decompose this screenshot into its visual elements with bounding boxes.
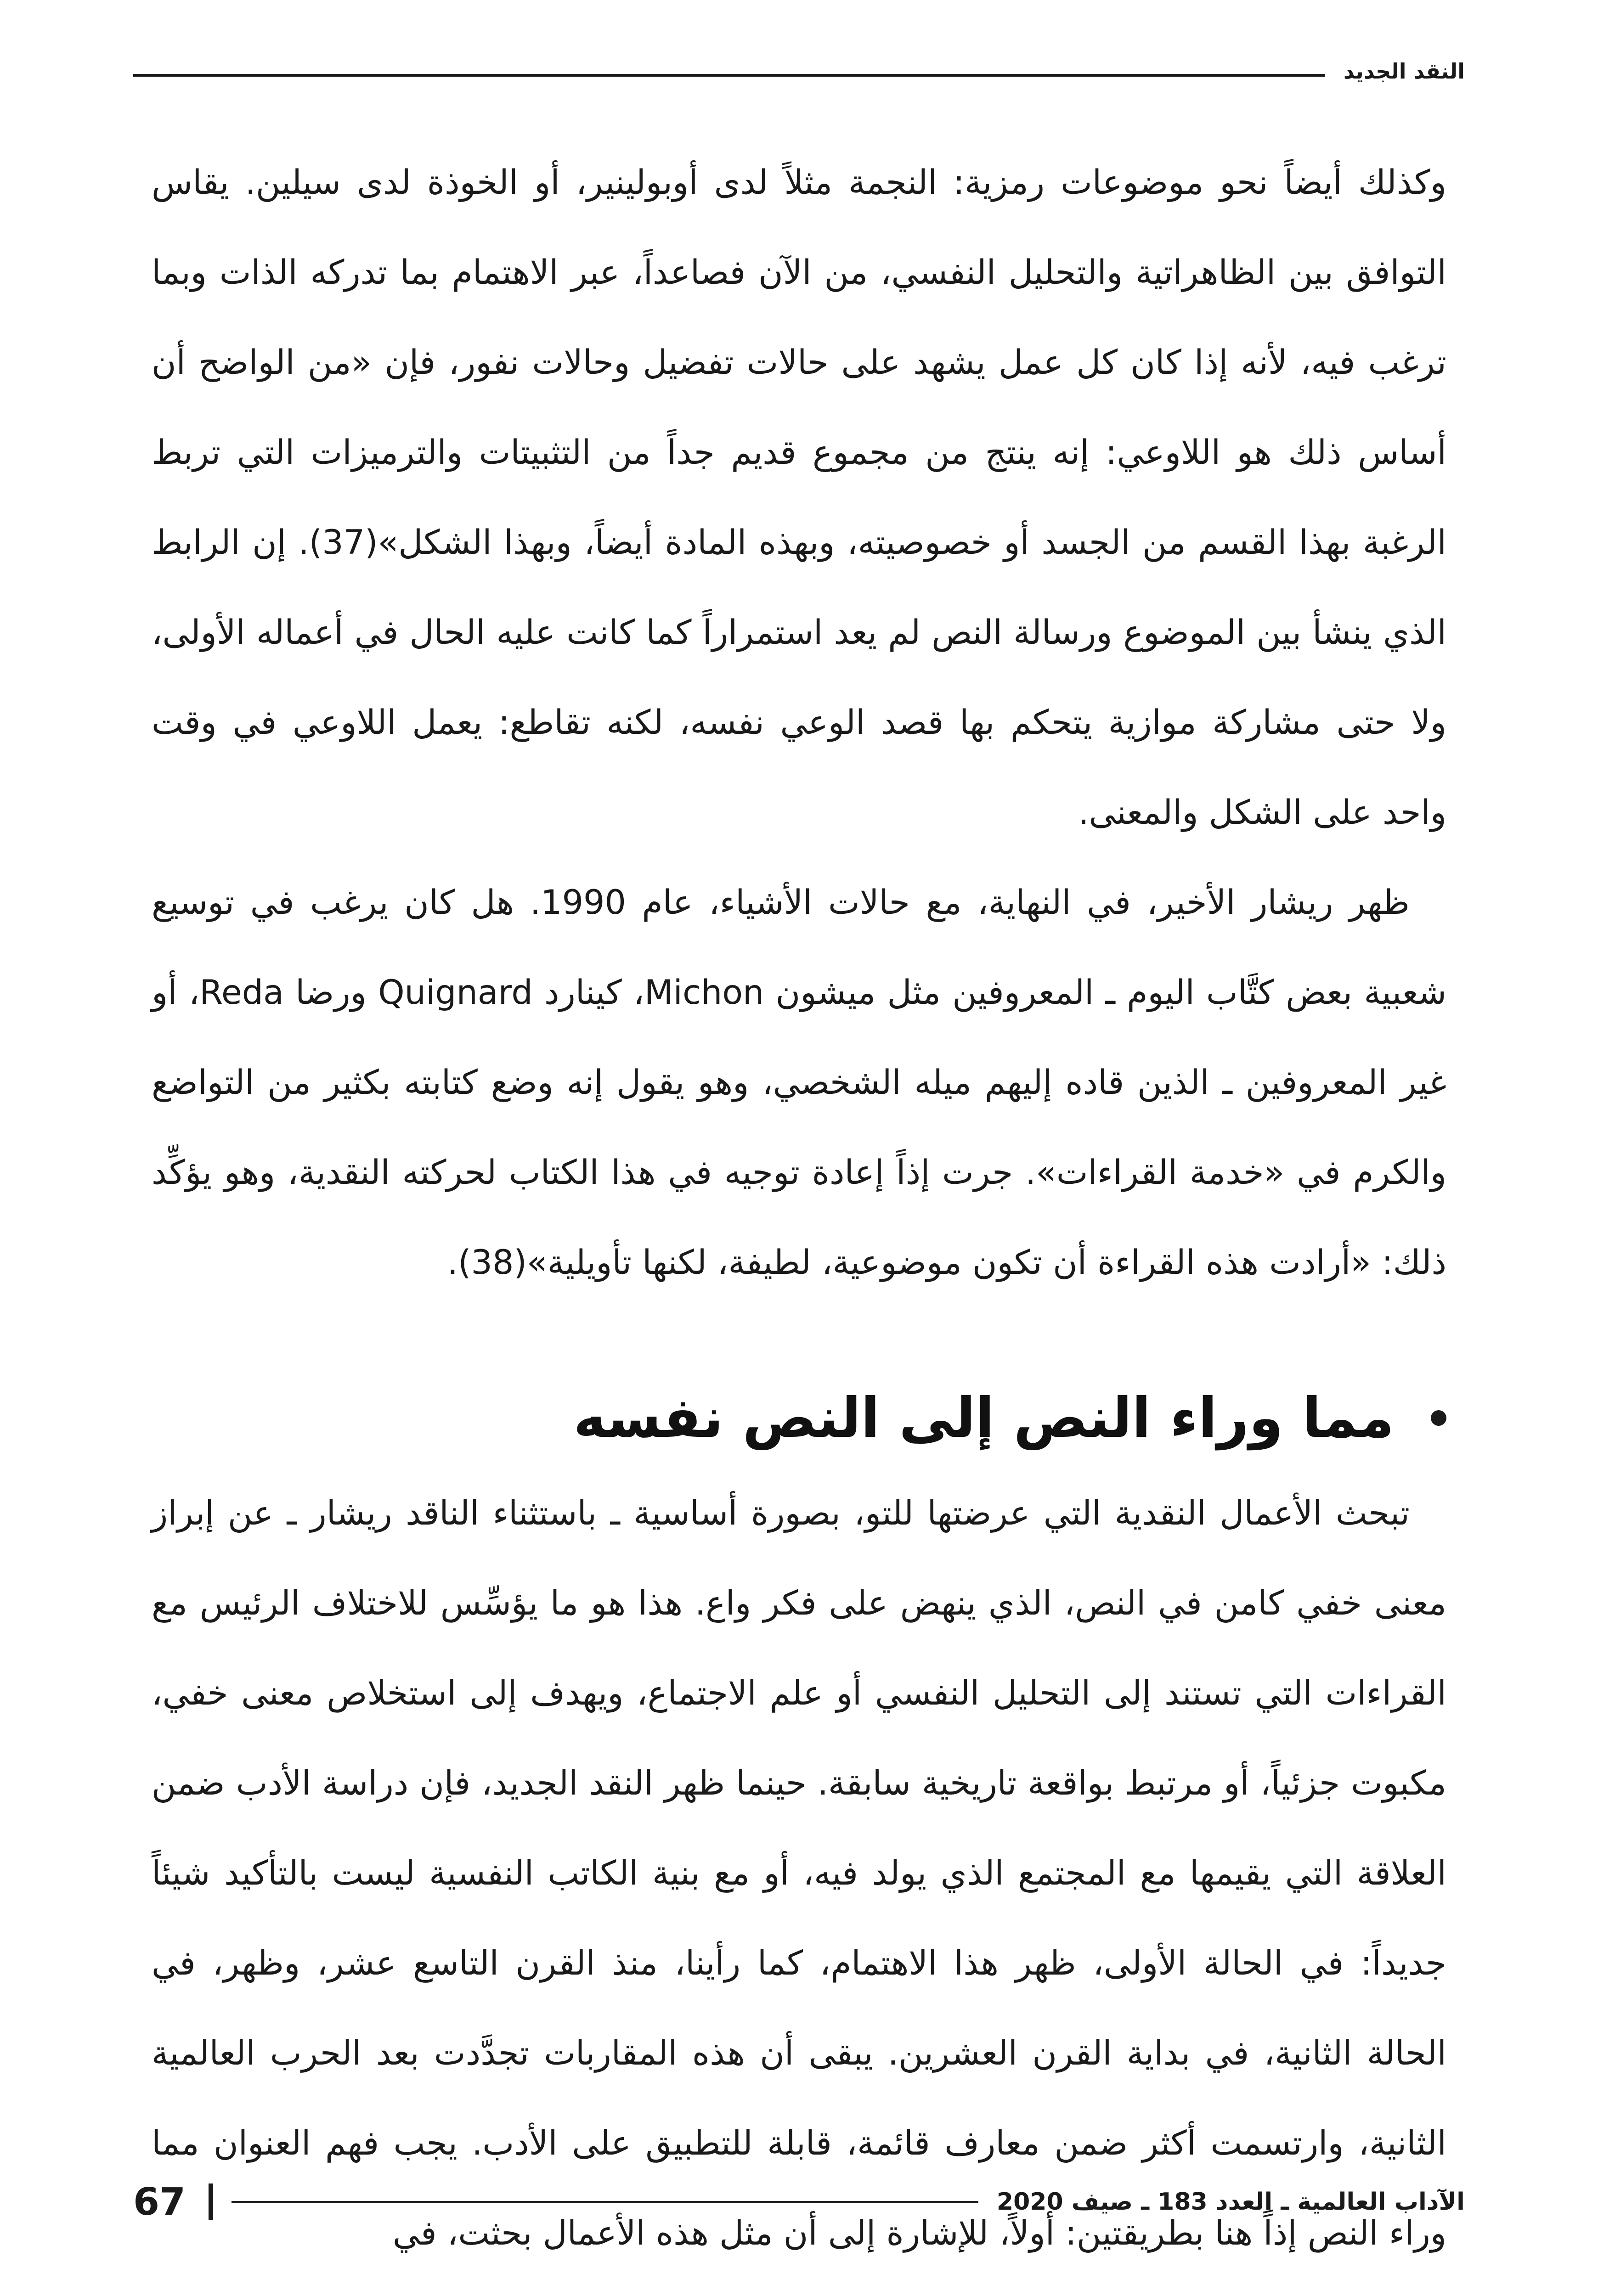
paragraph-3: تبحث الأعمال النقدية التي عرضتها للتو، بصورة أساسية ـ باستثناء الناقد ريشار ـ عن إبراز معنى خفي كامن في النص، الذي ينهض على فكر واع. هذا هو ما يؤسِّس للاختلاف الرئيس مع القراءات التي تستند إلى التحليل النفسي أو علم الاجتماع، ويهدف إلى استخلاص معنى خفي، مكبوت جزئياً، أو مرتبط بواقعة تاريخية سابقة. حينما ظهر النقد الجديد، فإن دراسة الأدب ضمن العلاقة التي يقيمها مع المجتمع الذي يولد فيه، أو مع بنية الكاتب النفسية ليست بالتأكيد شيئاً جديداً: في الحالة الأولى، ظهر هذا الاهتمام، كما رأينا، منذ القرن التاسع عشر، وظهر، في الحالة الثانية، في بداية القرن العشرين. يبقى أن هذه المقاربات تجدَّدت بعد الحرب العالمية الثانية، وارتسمت أكثر ضمن معارف قائمة، قابلة للتطبيق على الأدب. يجب فهم العنوان مما وراء النص إذاً هنا بطريقتين: أولاً، للإشارة إلى أن مثل هذه الأعمال بحثت، في xyxy=(152,1494,1446,2253)
footer-rule xyxy=(232,2201,978,2203)
section-heading-text: مما وراء النص إلى النص نفسه xyxy=(573,1386,1394,1450)
paragraph-1: وكذلك أيضاً نحو موضوعات رمزية: النجمة مثلاً لدى أوبولينير، أو الخوذة لدى سيلين. يقاس التوافق بين الظاهراتية والتحليل النفسي، من الآن فصاعداً، عبر الاهتمام بما تدركه الذات وبما ترغب فيه، لأنه إذا كان كل عمل يشهد على حالات تفضيل وحالات نفور، فإن «من الواضح أن أساس ذلك هو اللاوعي: إنه ينتج من مجموع قديم جداً من التثبيتات والترميزات التي تربط الرغبة بهذا القسم من الجسد أو خصوصيته، وبهذه المادة أيضاً، وبهذا الشكل»(37). إن الرابط الذي ينشأ بين الموضوع ورسالة النص لم يعد استمراراً كما كانت عليه الحال في أعماله الأولى، ولا حتى مشاركة موازية يتحكم بها قصد الوعي نفسه، لكنه تقاطع: يعمل اللاوعي في وقت واحد على الشكل والمعنى. xyxy=(152,163,1446,832)
header-rule xyxy=(133,74,1325,77)
running-header xyxy=(133,55,1465,87)
running-footer xyxy=(133,2179,1465,2225)
paragraph-2: ظهر ريشار الأخير، في النهاية، مع حالات الأشياء، عام 1990. هل كان يرغب في توسيع شعبية بعض كتَّاب اليوم ـ المعروفين مثل ميشون Michon، كينارد Quignard ورضا Reda، أو غير المعروفين ـ الذين قاده إليهم ميله الشخصي، وهو يقول إنه وضع كتابته بكثير من التواضع والكرم في «خدمة القراءات». جرت إذاً إعادة توجيه في هذا الكتاب لحركته النقدية، وهو يؤكِّد ذلك: «أرادت هذه القراءة أن تكون موضوعية، لطيفة، لكنها تأويلية»(38). xyxy=(152,883,1446,1282)
bullet-icon xyxy=(1431,1410,1446,1426)
page-number: 67 xyxy=(133,2180,186,2224)
section-heading xyxy=(152,1372,1446,1464)
page-body xyxy=(152,138,1446,2279)
running-header-title: النقد الجديد xyxy=(1343,59,1465,84)
journal-info: الآداب العالمية ـ العدد 183 ـ صيف 2020 xyxy=(996,2188,1465,2216)
footer-separator xyxy=(209,2183,213,2220)
